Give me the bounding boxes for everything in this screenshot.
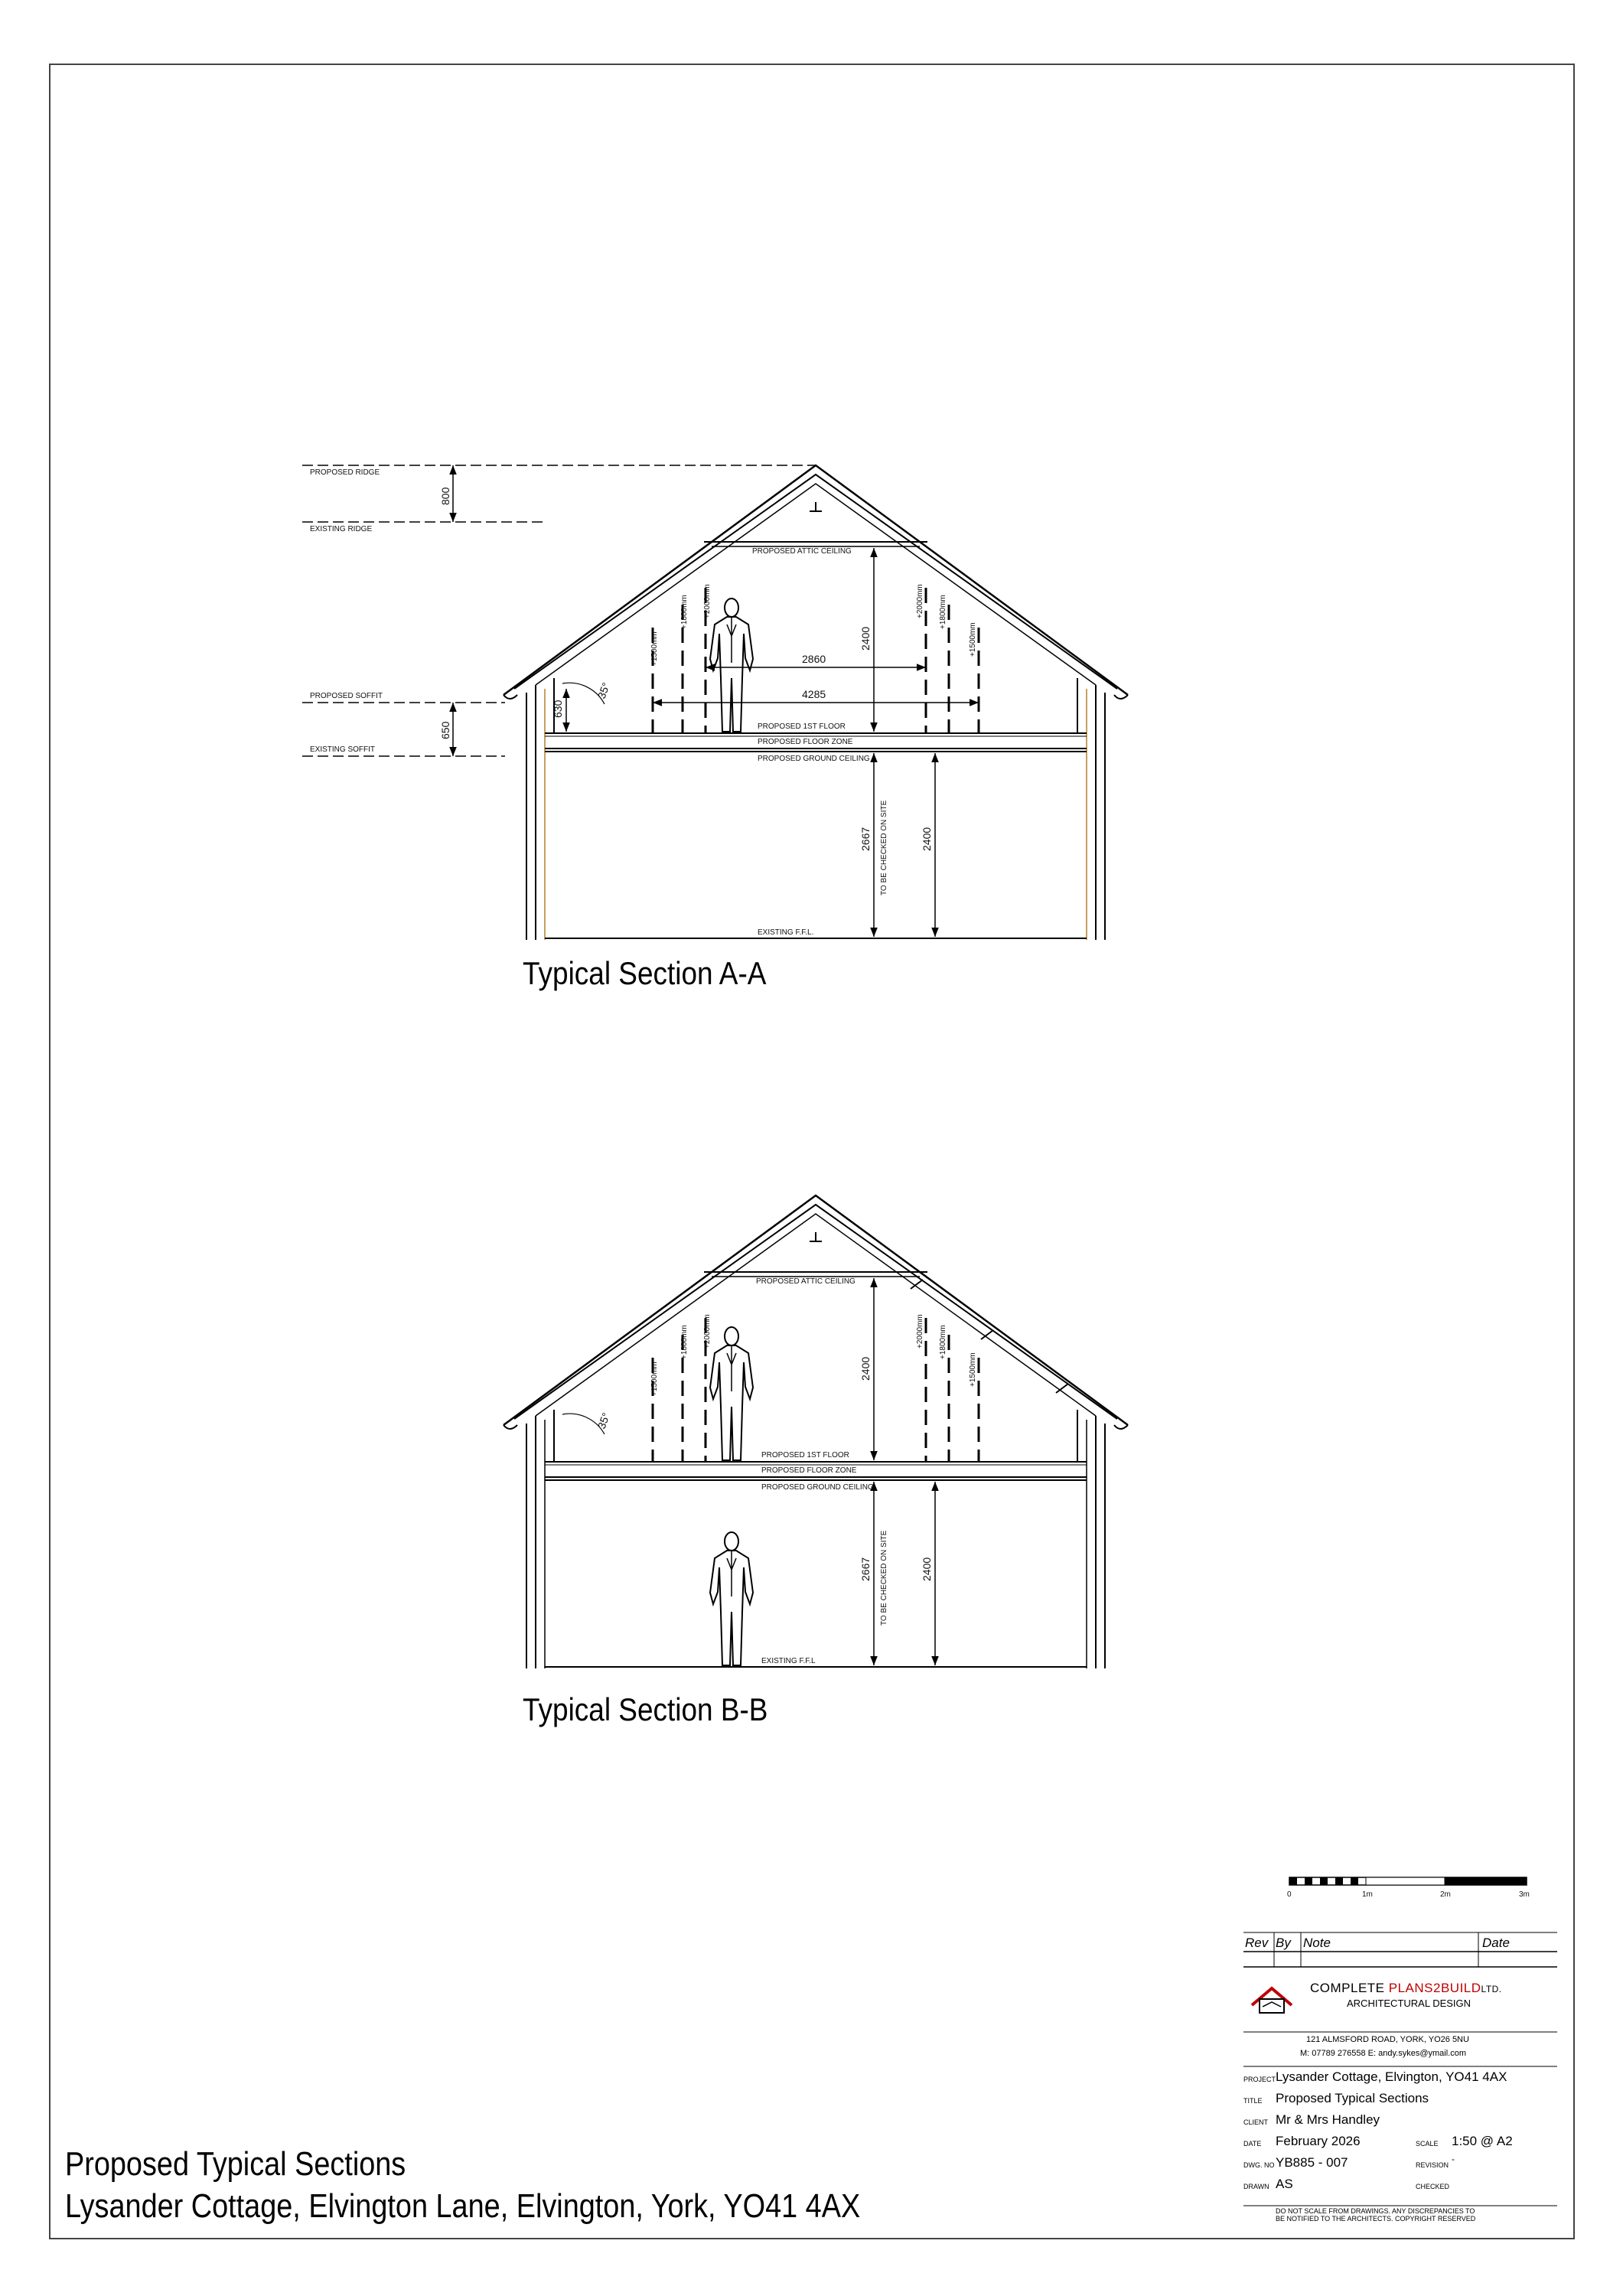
section-b-annotations: [595, 1277, 977, 1665]
label-floor-zone: PROPOSED FLOOR ZONE: [758, 738, 853, 746]
label-proposed-ridge: PROPOSED RIDGE: [310, 468, 380, 477]
dim-ground-proposed-b: 2400: [921, 1557, 933, 1581]
company-subtitle: ARCHITECTURAL DESIGN: [1347, 1998, 1471, 2009]
scale-tick-3: 3m: [1519, 1890, 1530, 1899]
title-label: TITLE: [1243, 2097, 1263, 2105]
scale-tick-0: 0: [1287, 1890, 1292, 1899]
dim-right-1800-b: +1800mm: [939, 1325, 947, 1359]
dim-right-2000-b: +2000mm: [916, 1314, 924, 1349]
dim-left-1500-b: +1500mm: [650, 1362, 659, 1396]
label-ffl-b: EXISTING F.F.L: [761, 1657, 816, 1665]
dim-soffit-rise: 650: [439, 721, 451, 739]
section-b-title: Typical Section B-B: [523, 1691, 768, 1727]
section-a-drawing: [302, 465, 1128, 940]
dim-width-2860: 2860: [802, 653, 826, 665]
dim-right-1500: +1500mm: [969, 622, 977, 657]
dim-pitch: 35°: [595, 680, 613, 701]
section-a-title: Typical Section A-A: [523, 955, 767, 991]
rev-header-note: Note: [1303, 1936, 1331, 1950]
project-label: PROJECT: [1243, 2076, 1276, 2083]
section-b-drawing: [504, 1195, 1128, 1668]
label-attic-ceiling: PROPOSED ATTIC CEILING: [752, 547, 852, 556]
dim-right-1500-b: +1500mm: [969, 1352, 977, 1387]
dim-left-1800: +1800mm: [680, 595, 689, 629]
label-check-on-site-b: TO BE CHECKED ON SITE: [880, 1530, 888, 1626]
title-block: [1243, 1936, 1557, 2223]
project-value: Lysander Cottage, Elvington, YO41 4AX: [1276, 2069, 1507, 2084]
revision-label: REVISION: [1416, 2161, 1449, 2169]
scale-tick-2: 2m: [1440, 1890, 1451, 1899]
company-contact: M: 07789 276558 E: andy.sykes@ymail.com: [1300, 2049, 1467, 2058]
scale-label: SCALE: [1416, 2140, 1439, 2148]
dim-right-1800: +1800mm: [939, 595, 947, 629]
scale-value: 1:50 @ A2: [1452, 2134, 1513, 2148]
rev-header-by: By: [1276, 1936, 1291, 1950]
label-existing-soffit: EXISTING SOFFIT: [310, 745, 376, 754]
title-value: Proposed Typical Sections: [1276, 2091, 1429, 2105]
dim-right-2000: +2000mm: [916, 584, 924, 618]
disclaimer-line-2: BE NOTIFIED TO THE ARCHITECTS. COPYRIGHT RESERVED: [1276, 2215, 1476, 2223]
scale-tick-1: 1m: [1362, 1890, 1373, 1899]
dim-left-2000-b: +2000mm: [703, 1314, 712, 1349]
label-existing-ridge: EXISTING RIDGE: [310, 525, 373, 533]
dim-attic-height: 2400: [859, 626, 872, 651]
dim-ground-proposed: 2400: [921, 827, 933, 851]
dim-left-1500: +1500mm: [650, 631, 659, 666]
company-name-part2: PLANS2BUILD: [1388, 1981, 1481, 1995]
scale-bar: [1287, 1877, 1530, 1899]
sheet-title-line-2: Lysander Cottage, Elvington Lane, Elvington, York, YO41 4AX: [65, 2187, 861, 2225]
label-attic-ceiling-b: PROPOSED ATTIC CEILING: [756, 1277, 855, 1286]
dim-width-4285: 4285: [802, 688, 826, 700]
label-check-on-site: TO BE CHECKED ON SITE: [880, 800, 888, 895]
company-name-part1: COMPLETE: [1310, 1981, 1389, 1995]
rev-header-rev: Rev: [1245, 1936, 1269, 1950]
checked-label: CHECKED: [1416, 2183, 1450, 2190]
date-label: DATE: [1243, 2140, 1262, 2148]
drawn-label: DRAWN: [1243, 2183, 1269, 2190]
dwg-label: DWG. NO: [1243, 2161, 1275, 2169]
label-ffl: EXISTING F.F.L.: [758, 928, 814, 937]
drawn-value: AS: [1276, 2177, 1293, 2191]
revision-value: -: [1452, 2154, 1455, 2164]
company-name: [1310, 1981, 1502, 1996]
label-first-floor-b: PROPOSED 1ST FLOOR: [761, 1451, 849, 1459]
label-ground-ceiling: PROPOSED GROUND CEILING: [758, 755, 870, 763]
client-value: Mr & Mrs Handley: [1276, 2112, 1380, 2127]
dim-ground-existing: 2667: [859, 827, 872, 851]
date-value: February 2026: [1276, 2134, 1361, 2148]
dim-ground-existing-b: 2667: [859, 1557, 872, 1581]
label-first-floor: PROPOSED 1ST FLOOR: [758, 722, 846, 731]
dim-pitch-b: 35°: [595, 1411, 613, 1431]
company-name-part3: LTD.: [1481, 1984, 1502, 1994]
disclaimer-line-1: DO NOT SCALE FROM DRAWINGS. ANY DISCREPANCIES TO: [1276, 2207, 1475, 2215]
dwg-value: YB885 - 007: [1276, 2155, 1348, 2170]
rev-header-date: Date: [1482, 1936, 1510, 1950]
sheet-title-line-1: Proposed Typical Sections: [65, 2145, 406, 2183]
dim-knee-wall: 630: [552, 700, 564, 718]
client-label: CLIENT: [1243, 2118, 1269, 2126]
company-address: 121 ALMSFORD ROAD, YORK, YO26 5NU: [1306, 2035, 1469, 2044]
label-ground-ceiling-b: PROPOSED GROUND CEILING: [761, 1483, 874, 1492]
dim-left-2000: +2000mm: [703, 584, 712, 618]
label-proposed-soffit: PROPOSED SOFFIT: [310, 692, 383, 700]
dim-ridge-rise: 800: [439, 487, 451, 505]
dim-left-1800-b: +1800mm: [680, 1325, 689, 1359]
label-floor-zone-b: PROPOSED FLOOR ZONE: [761, 1466, 857, 1475]
dim-attic-height-b: 2400: [859, 1356, 872, 1381]
